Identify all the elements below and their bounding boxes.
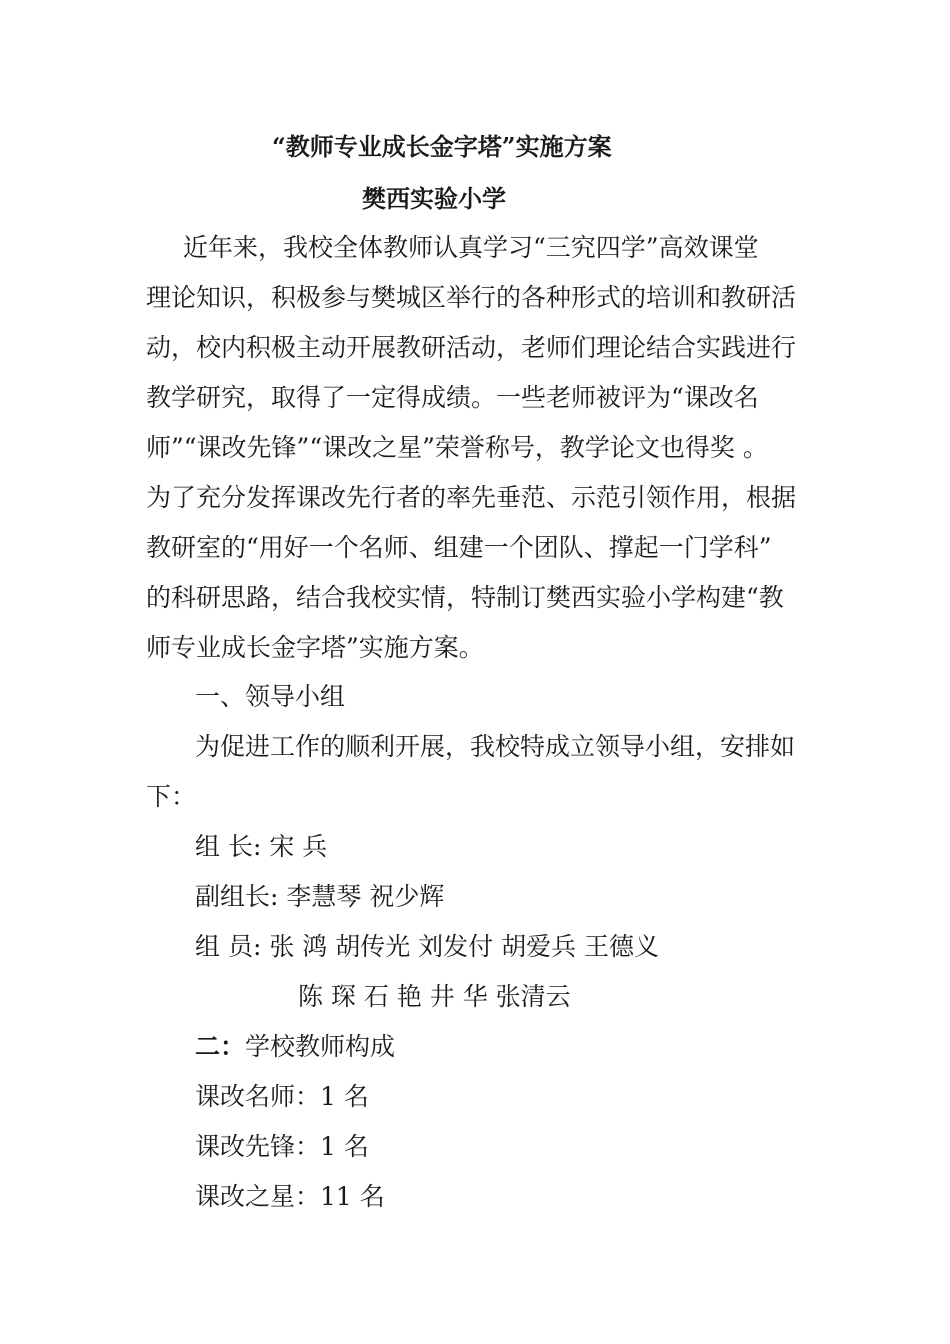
document-title: “教师专业成长金字塔”实施方案: [272, 132, 612, 161]
section2-heading-text: 学校教师构成: [245, 1032, 396, 1061]
group-members-continued: 陈 琛 石 艳 井 华 张清云: [298, 982, 571, 1011]
teacher-count-item: 课改先锋：1 名: [195, 1132, 369, 1161]
intro-line: 师”“课改先锋”“课改之星”荣誉称号，教学论文也得奖 。: [146, 433, 768, 462]
intro-line: 的科研思路，结合我校实情，特制订樊西实验小学构建“教: [146, 583, 784, 612]
intro-line: 理论知识，积极参与樊城区举行的各种形式的培训和教研活: [146, 283, 797, 312]
section1-paragraph-line: 为促进工作的顺利开展，我校特成立领导小组，安排如: [195, 732, 796, 761]
intro-line: 师专业成长金字塔”实施方案。: [146, 633, 484, 662]
intro-line: 动，校内积极主动开展教研活动，老师们理论结合实践进行: [146, 333, 797, 362]
document-subtitle: 樊西实验小学: [362, 184, 506, 213]
group-deputy: 副组长: 李慧琴 祝少辉: [195, 882, 445, 911]
intro-line: 近年来，我校全体教师认真学习“三究四学”高效课堂: [183, 233, 759, 262]
group-leader: 组 长: 宋 兵: [195, 832, 328, 861]
teacher-count-item: 课改之星：11 名: [195, 1182, 385, 1211]
section2-heading-number: 二：: [195, 1032, 246, 1061]
section2-heading: [195, 1032, 395, 1062]
intro-line: 教学研究，取得了一定得成绩。一些老师被评为“课改名: [146, 383, 759, 412]
teacher-count-item: 课改名师：1 名: [195, 1082, 369, 1111]
section1-paragraph-line: 下：: [146, 782, 197, 811]
intro-line: 为了充分发挥课改先行者的率先垂范、示范引领作用，根据: [146, 483, 797, 512]
group-members: 组 员: 张 鸿 胡传光 刘发付 胡爱兵 王德义: [195, 932, 660, 961]
section1-heading: 一、领导小组: [195, 682, 346, 711]
intro-line: 教研室的“用好一个名师、组建一个团队、撑起一门学科”: [146, 533, 772, 562]
